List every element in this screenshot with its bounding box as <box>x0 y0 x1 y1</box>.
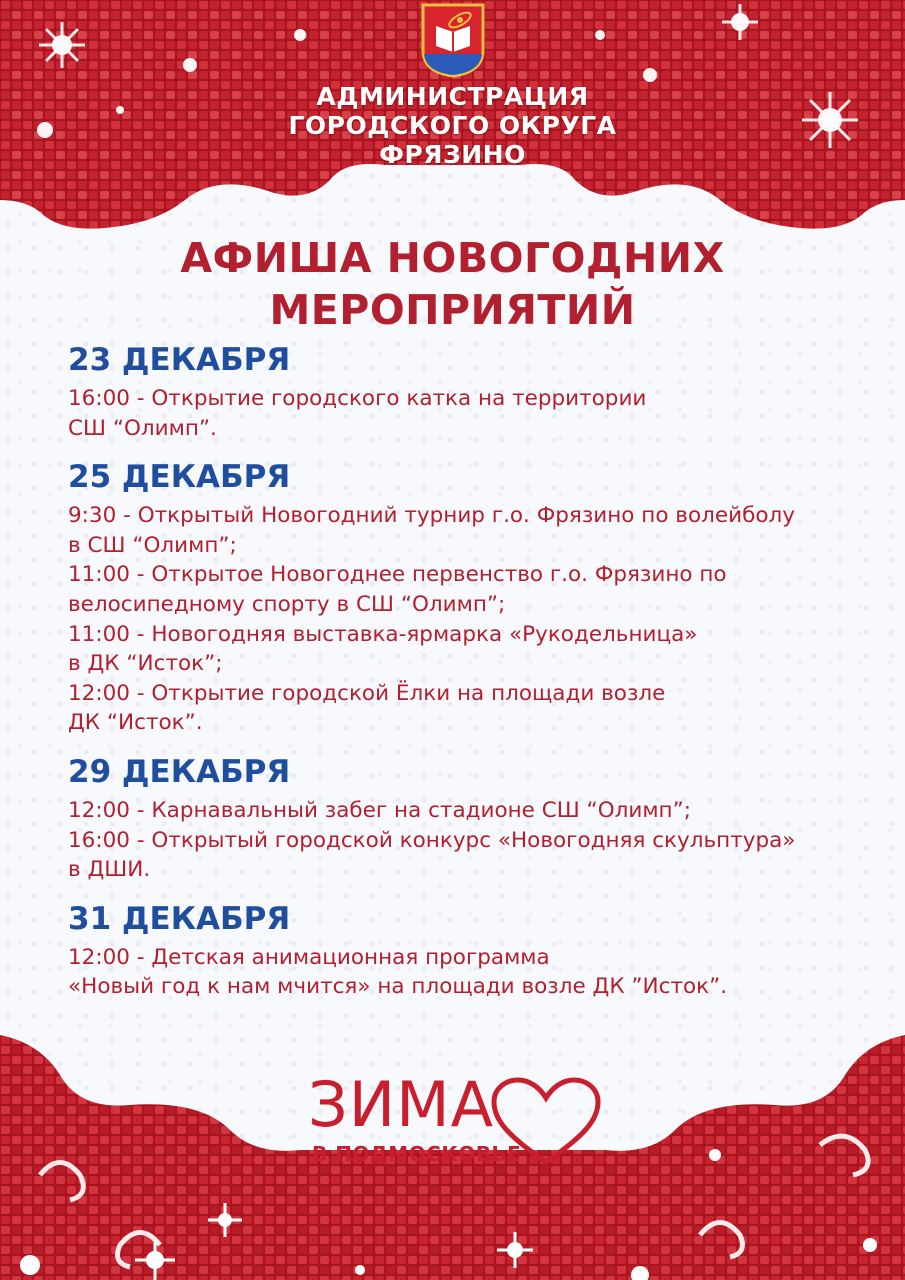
event-line: 12:00 - Карнавальный забег на стадионе СШ “Олимп”; <box>68 797 691 823</box>
zima-logo-subtitle: В ПОДМОСКОВЬЕ <box>312 1142 522 1166</box>
event-line: 16:00 - Открытие городского катка на территории <box>68 386 647 411</box>
day-block-dec-31 <box>68 899 888 1002</box>
event-line: в ДШИ. <box>68 857 151 883</box>
event-line: 12:00 - Детская анимационная программа <box>68 944 550 970</box>
event-line: СШ “Олимп”. <box>68 415 217 441</box>
admin-line-1: АДМИНИСТРАЦИЯ <box>316 82 589 111</box>
day-heading: 23 ДЕКАБРЯ <box>68 342 291 378</box>
admin-line-3: ФРЯЗИНО <box>379 140 526 169</box>
event-line: велосипедному спорту в СШ “Олимп”; <box>68 591 506 617</box>
admin-line-2: ГОРОДСКОГО ОКРУГА <box>288 111 617 140</box>
heart-icon <box>488 1076 604 1168</box>
event-line: ДК “Исток”. <box>68 710 203 736</box>
day-heading: 25 ДЕКАБРЯ <box>68 459 291 496</box>
event-schedule <box>68 340 888 1016</box>
page-title <box>0 232 905 336</box>
day-block-dec-23 <box>68 340 888 443</box>
event-line: 9:30 - Открытый Новогодний турнир г.о. Фрязино по волейболу <box>68 503 795 529</box>
day-block-dec-25 <box>68 457 888 738</box>
title-line-2: МЕРОПРИЯТИЙ <box>269 286 636 334</box>
city-emblem-icon <box>420 2 486 78</box>
event-line: в ДК “Исток”; <box>68 651 223 677</box>
zima-logo-text: ЗИМА <box>308 1068 495 1141</box>
day-block-dec-29 <box>68 752 888 885</box>
event-line: 12:00 - Открытие городской Ёлки на площади возле <box>68 680 666 706</box>
zima-logo <box>308 1068 604 1172</box>
event-line: 16:00 - Открытый городской конкурс «Новогодняя скульптура» <box>68 827 796 853</box>
day-heading: 29 ДЕКАБРЯ <box>68 753 291 790</box>
event-line: 11:00 - Открытое Новогоднее первенство г.о. Фрязино по <box>68 562 727 588</box>
title-line-1: АФИША НОВОГОДНИХ <box>180 234 725 282</box>
administration-title <box>200 82 705 169</box>
event-line: «Новый год к нам мчится» на площади возле ДК ”Исток”. <box>68 974 728 1000</box>
event-line: 11:00 - Новогодняя выставка-ярмарка «Рукодельница» <box>68 621 698 647</box>
event-line: в СШ “Олимп”; <box>68 532 237 558</box>
day-heading: 31 ДЕКАБРЯ <box>68 900 291 937</box>
